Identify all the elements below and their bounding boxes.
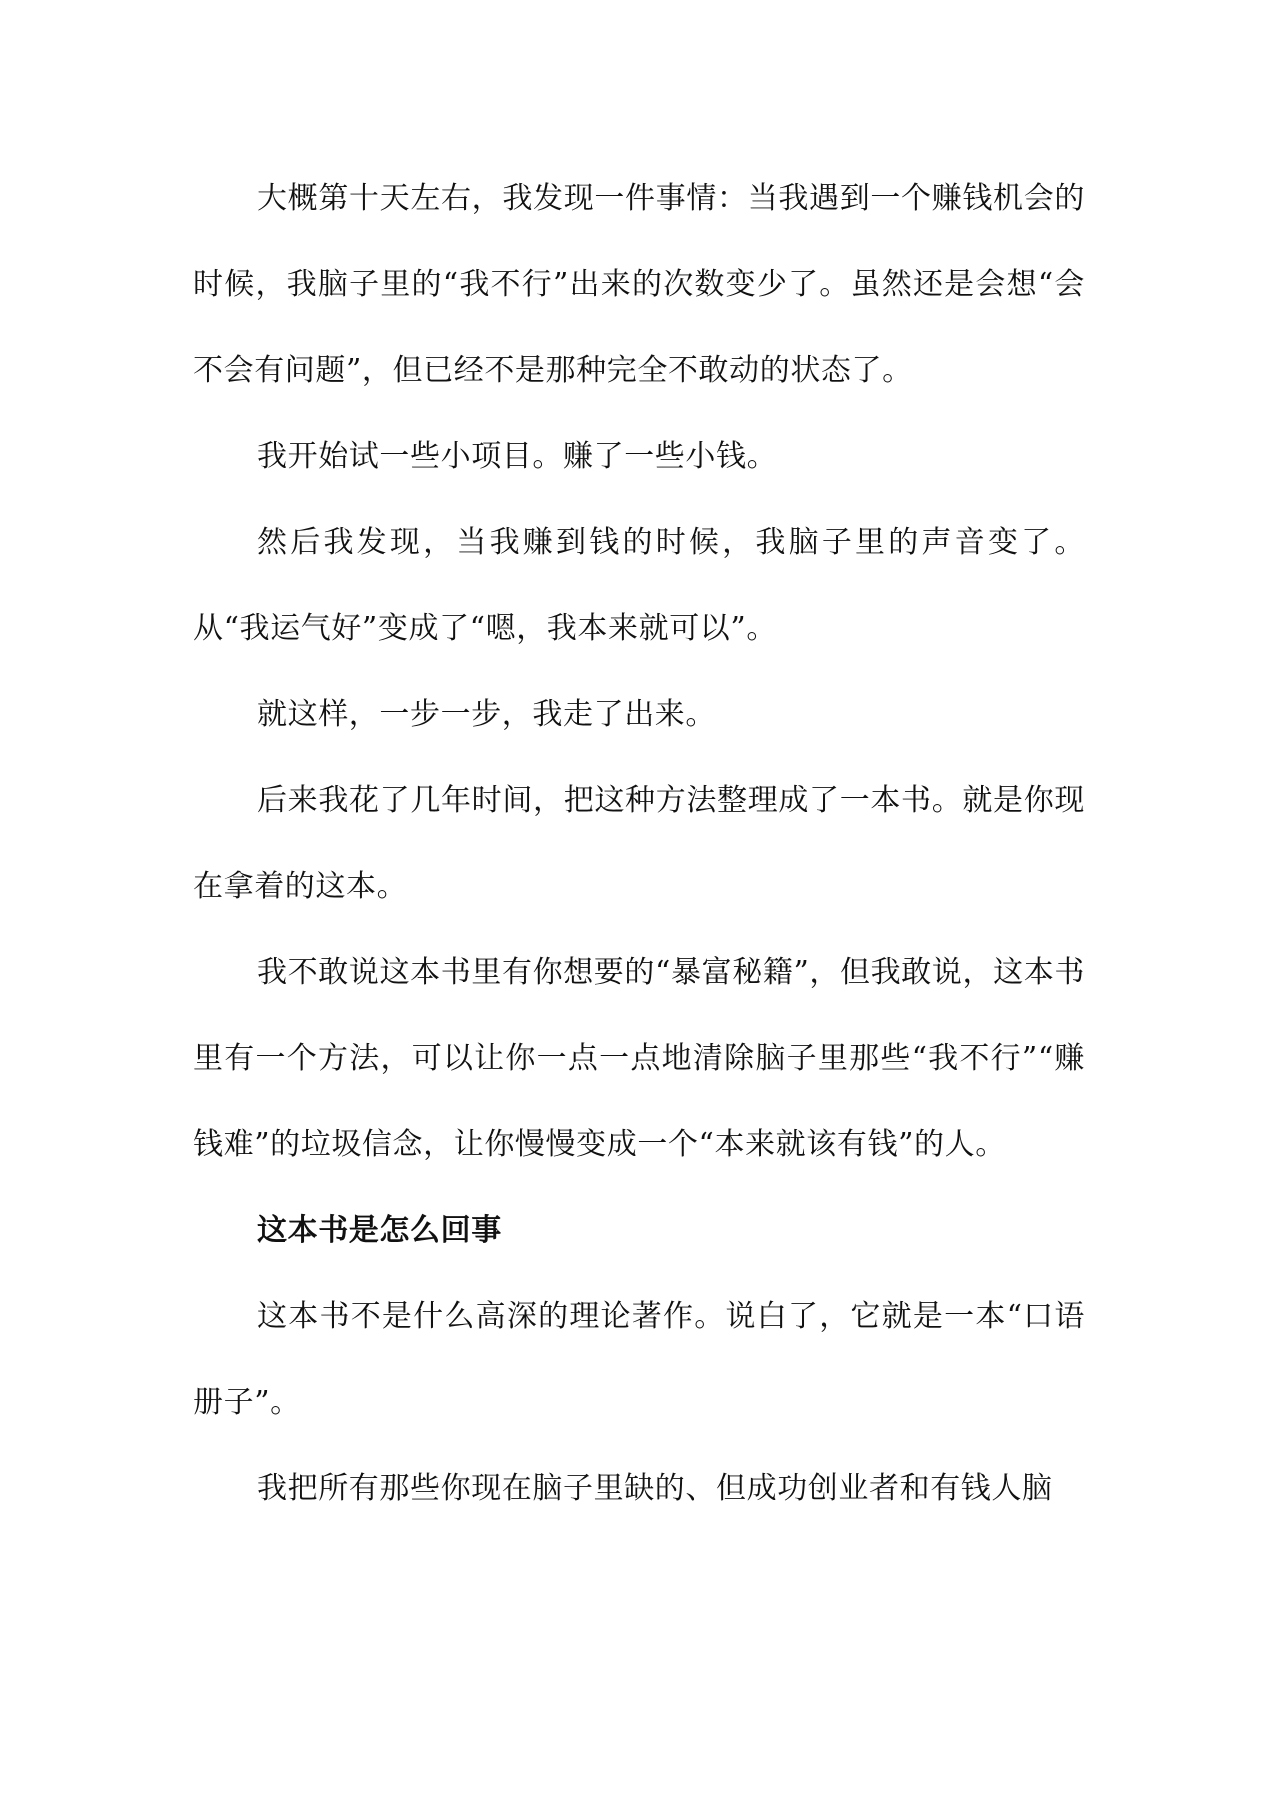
- section-paragraph-2: 我把所有那些你现在脑子里缺的、但成功创业者和有钱人脑: [257, 1471, 1053, 1506]
- paragraph-4: 就这样，一步一步，我走了出来。: [257, 697, 716, 732]
- page-body: [193, 156, 1085, 1532]
- section-heading: 这本书是怎么回事: [257, 1213, 502, 1248]
- paragraph-3: 然后我发现，当我赚到钱的时候，我脑子里的声音变了。从“我运气好”变成了“嗯，我本来就可以”。: [193, 525, 1085, 646]
- section-paragraph-1: 这本书不是什么高深的理论著作。说白了，它就是一本“口语册子”。: [193, 1299, 1085, 1420]
- paragraph-5: 后来我花了几年时间，把这种方法整理成了一本书。就是你现在拿着的这本。: [193, 783, 1085, 904]
- paragraph-1: 大概第十天左右，我发现一件事情：当我遇到一个赚钱机会的时候，我脑子里的“我不行”出来的次数变少了。虽然还是会想“会不会有问题”，但已经不是那种完全不敢动的状态了。: [193, 181, 1085, 388]
- paragraph-6: 我不敢说这本书里有你想要的“暴富秘籍”，但我敢说，这本书里有一个方法，可以让你一点一点地清除脑子里那些“我不行”“赚钱难”的垃圾信念，让你慢慢变成一个“本来就该有钱”的人。: [193, 955, 1085, 1162]
- paragraph-2: 我开始试一些小项目。赚了一些小钱。: [257, 439, 778, 474]
